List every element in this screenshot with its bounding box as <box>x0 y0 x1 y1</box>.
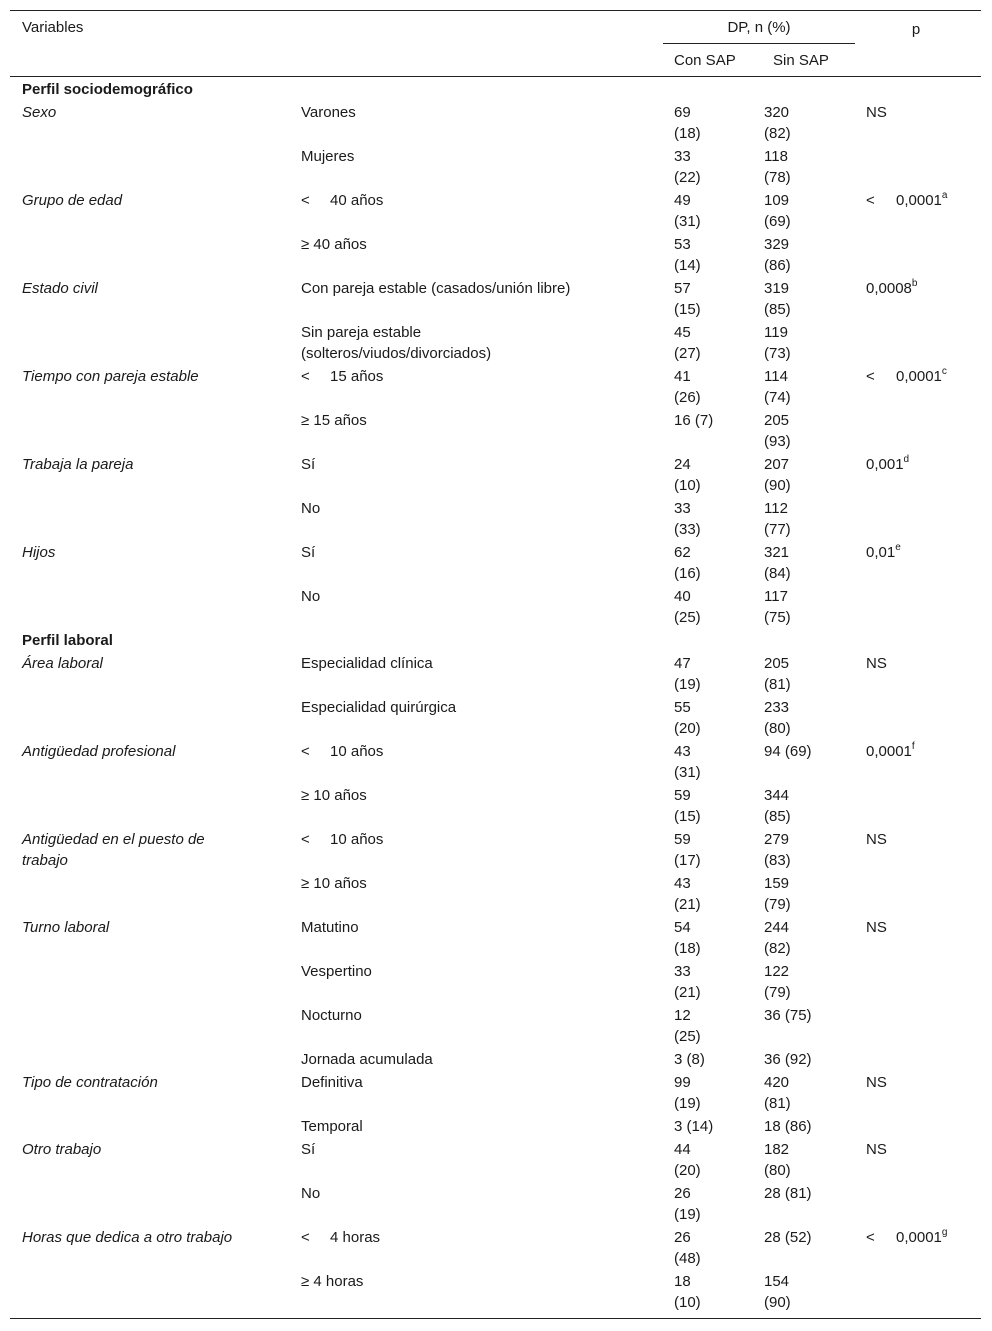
con-sap-value: 69 <box>674 104 691 121</box>
row-label: Matutino <box>301 919 359 936</box>
p-value: NS <box>866 1074 887 1091</box>
sin-sap-value: 114 <box>764 368 788 385</box>
sin-sap-value: 233 <box>764 699 790 716</box>
con-sap-value: 12 <box>674 1007 691 1024</box>
sin-sap-value: (74) <box>764 389 791 406</box>
row-label: ≥ 4 horas <box>301 1273 364 1290</box>
comparator-symbol: < <box>301 831 310 848</box>
con-sap-value: 47 <box>674 655 691 672</box>
row-label: ≥ 40 años <box>301 236 367 253</box>
con-sap-value: (48) <box>674 1250 701 1267</box>
con-sap-value: (25) <box>674 609 701 626</box>
con-sap-value: (31) <box>674 764 701 781</box>
variable-name: Estado civil <box>22 280 98 297</box>
row-label: ≥ 15 años <box>301 412 367 429</box>
con-sap-value: (18) <box>674 940 701 957</box>
sin-sap-value: (69) <box>764 213 791 230</box>
variable-name: Horas que dedica a otro trabajo <box>22 1229 233 1246</box>
sin-sap-value: 319 <box>764 280 790 297</box>
sin-sap-value: (81) <box>764 676 791 693</box>
p-value: NS <box>866 655 887 672</box>
con-sap-value: 55 <box>674 699 691 716</box>
con-sap-value: 59 <box>674 831 691 848</box>
con-sap-value: (22) <box>674 169 701 186</box>
sin-sap-value: 159 <box>764 875 790 892</box>
section-title: Perfil laboral <box>22 632 113 649</box>
con-sap-value: 49 <box>674 192 691 209</box>
sin-sap-value: 119 <box>764 324 788 341</box>
header-sin-sap: Sin SAP <box>773 52 829 69</box>
sin-sap-value: 36 (75) <box>764 1007 812 1024</box>
p-value: 0,0001$^c$ <box>896 366 947 385</box>
con-sap-value: 99 <box>674 1074 691 1091</box>
con-sap-value: 3 (14) <box>674 1118 714 1135</box>
con-sap-value: 43 <box>674 743 691 760</box>
row-label: (solteros/viudos/divorciados) <box>301 345 492 362</box>
con-sap-value: (10) <box>674 1294 701 1311</box>
sin-sap-value: 28 (81) <box>764 1185 812 1202</box>
con-sap-value: 53 <box>674 236 691 253</box>
p-value: 0,0001$^a$ <box>896 190 948 209</box>
sin-sap-value: 344 <box>764 787 790 804</box>
comparator-symbol: < <box>301 1229 310 1246</box>
sin-sap-value: 244 <box>764 919 790 936</box>
sin-sap-value: (85) <box>764 301 791 318</box>
con-sap-value: (19) <box>674 1206 701 1223</box>
sin-sap-value: (79) <box>764 984 791 1001</box>
sin-sap-value: (79) <box>764 896 791 913</box>
con-sap-value: 41 <box>674 368 691 385</box>
header-group: DP, n (%) <box>727 19 791 36</box>
sin-sap-value: 205 <box>764 655 790 672</box>
row-label: Mujeres <box>301 148 355 165</box>
sin-sap-value: 118 <box>764 148 788 165</box>
con-sap-value: (21) <box>674 984 701 1001</box>
row-label: Nocturno <box>301 1007 362 1024</box>
con-sap-value: (26) <box>674 389 701 406</box>
con-sap-value: 44 <box>674 1141 691 1158</box>
row-label: ≥ 10 años <box>301 875 367 892</box>
con-sap-value: 26 <box>674 1185 691 1202</box>
con-sap-value: (27) <box>674 345 701 362</box>
row-label: 4 horas <box>330 1229 381 1246</box>
con-sap-value: 33 <box>674 963 691 980</box>
section-title: Perfil sociodemográfico <box>22 81 193 98</box>
sin-sap-value: 36 (92) <box>764 1051 812 1068</box>
con-sap-value: (17) <box>674 852 701 869</box>
p-value: NS <box>866 1141 887 1158</box>
comparator-symbol: < <box>301 192 310 209</box>
con-sap-value: (16) <box>674 565 701 582</box>
con-sap-value: (15) <box>674 808 701 825</box>
p-value: 0,0008$^b$ <box>866 278 918 297</box>
row-label: Vespertino <box>301 963 372 980</box>
sin-sap-value: (90) <box>764 1294 791 1311</box>
row-label: 40 años <box>330 192 384 209</box>
variable-name: Hijos <box>22 544 56 561</box>
sin-sap-value: 279 <box>764 831 790 848</box>
con-sap-value: 40 <box>674 588 691 605</box>
p-value: 0,01e <box>866 542 901 561</box>
sin-sap-value: 329 <box>764 236 790 253</box>
con-sap-value: 3 (8) <box>674 1051 705 1068</box>
header-group-rule <box>663 43 855 44</box>
row-label: Especialidad quirúrgica <box>301 699 457 716</box>
sin-sap-value: (86) <box>764 257 791 274</box>
sin-sap-value: (82) <box>764 125 791 142</box>
row-label: ≥ 10 años <box>301 787 367 804</box>
sin-sap-value: (80) <box>764 720 791 737</box>
sin-sap-value: 205 <box>764 412 790 429</box>
sin-sap-value: 122 <box>764 963 790 980</box>
p-value: 0,0001$^f$ <box>866 741 915 760</box>
con-sap-value: 57 <box>674 280 691 297</box>
row-label: No <box>301 500 321 517</box>
p-comparator: < <box>866 1229 875 1246</box>
variable-name: Otro trabajo <box>22 1141 102 1158</box>
sin-sap-value: (75) <box>764 609 791 626</box>
row-label: Sí <box>301 1141 316 1158</box>
variable-name: trabajo <box>22 852 68 869</box>
con-sap-value: (25) <box>674 1028 701 1045</box>
variable-name: Sexo <box>22 104 57 121</box>
con-sap-value: 24 <box>674 456 691 473</box>
sin-sap-value: (78) <box>764 169 791 186</box>
con-sap-value: (14) <box>674 257 701 274</box>
con-sap-value: 33 <box>674 500 691 517</box>
con-sap-value: 43 <box>674 875 691 892</box>
p-value: 0,001$^d$ <box>866 454 910 473</box>
row-label: Sí <box>301 544 316 561</box>
table-frame <box>10 10 981 1319</box>
variable-name: Antigüedad profesional <box>22 743 176 760</box>
variable-name: Área laboral <box>22 655 103 672</box>
sin-sap-value: 112 <box>764 500 788 517</box>
row-label: No <box>301 1185 321 1202</box>
con-sap-value: 18 <box>674 1273 691 1290</box>
row-label: Especialidad clínica <box>301 655 433 672</box>
con-sap-value: 33 <box>674 148 691 165</box>
p-value: 0,0001$^g$ <box>896 1227 948 1246</box>
comparator-symbol: < <box>301 743 310 760</box>
con-sap-value: (10) <box>674 477 701 494</box>
con-sap-value: (19) <box>674 676 701 693</box>
row-label: No <box>301 588 321 605</box>
sin-sap-value: (77) <box>764 521 791 538</box>
row-label: 10 años <box>330 743 384 760</box>
con-sap-value: 62 <box>674 544 691 561</box>
variable-name: Tiempo con pareja estable <box>22 368 199 385</box>
sin-sap-value: 154 <box>764 1273 790 1290</box>
p-value: NS <box>866 104 887 121</box>
sin-sap-value: (85) <box>764 808 791 825</box>
con-sap-value: 26 <box>674 1229 691 1246</box>
con-sap-value: (33) <box>674 521 701 538</box>
variable-name: Grupo de edad <box>22 192 123 209</box>
row-label: Temporal <box>301 1118 363 1135</box>
sin-sap-value: (90) <box>764 477 791 494</box>
con-sap-value: (21) <box>674 896 701 913</box>
footnote-marker: f <box>911 741 915 752</box>
p-comparator: < <box>866 368 875 385</box>
header-p: p <box>911 21 921 38</box>
row-label: 10 años <box>330 831 384 848</box>
sin-sap-value: (83) <box>764 852 791 869</box>
p-comparator: < <box>866 192 875 209</box>
footnote-marker: b <box>911 278 918 289</box>
sin-sap-value: 18 (86) <box>764 1118 812 1135</box>
sin-sap-value: 28 (52) <box>764 1229 812 1246</box>
con-sap-value: 16 (7) <box>674 412 714 429</box>
footnote-marker: d <box>903 454 910 465</box>
variable-name: Turno laboral <box>22 919 110 936</box>
header-rule <box>10 76 981 77</box>
con-sap-value: 59 <box>674 787 691 804</box>
footnote-marker: g <box>941 1227 948 1238</box>
sin-sap-value: (73) <box>764 345 791 362</box>
sin-sap-value: (80) <box>764 1162 791 1179</box>
comparator-symbol: < <box>301 368 310 385</box>
row-label: Sin pareja estable <box>301 324 422 341</box>
sin-sap-value: 117 <box>764 588 788 605</box>
sin-sap-value: 182 <box>764 1141 790 1158</box>
sin-sap-value: (82) <box>764 940 791 957</box>
row-label: Varones <box>301 104 356 121</box>
row-label: Con pareja estable (casados/unión libre) <box>301 280 571 297</box>
sin-sap-value: (81) <box>764 1095 791 1112</box>
sin-sap-value: (84) <box>764 565 791 582</box>
sin-sap-value: 109 <box>764 192 790 209</box>
sin-sap-value: 321 <box>764 544 790 561</box>
footnote-marker: e <box>895 542 901 553</box>
con-sap-value: (15) <box>674 301 701 318</box>
row-label: Sí <box>301 456 316 473</box>
p-value: NS <box>866 919 887 936</box>
row-label: Definitiva <box>301 1074 363 1091</box>
sin-sap-value: 320 <box>764 104 790 121</box>
variable-name: Antigüedad en el puesto de <box>22 831 205 848</box>
con-sap-value: 45 <box>674 324 691 341</box>
variable-name: Trabaja la pareja <box>22 456 134 473</box>
header-con-sap: Con SAP <box>674 52 736 69</box>
con-sap-value: (20) <box>674 720 701 737</box>
row-label: 15 años <box>330 368 384 385</box>
con-sap-value: 54 <box>674 919 691 936</box>
sin-sap-value: (93) <box>764 433 791 450</box>
p-value: NS <box>866 831 887 848</box>
sin-sap-value: 207 <box>764 456 790 473</box>
con-sap-value: (20) <box>674 1162 701 1179</box>
footnote-marker: a <box>941 190 948 201</box>
row-label: Jornada acumulada <box>301 1051 433 1068</box>
header-variables: Variables <box>22 19 84 36</box>
con-sap-value: (18) <box>674 125 701 142</box>
sin-sap-value: 420 <box>764 1074 790 1091</box>
variable-name: Tipo de contratación <box>22 1074 158 1091</box>
con-sap-value: (31) <box>674 213 701 230</box>
con-sap-value: (19) <box>674 1095 701 1112</box>
footnote-marker: c <box>941 366 947 377</box>
sin-sap-value: 94 (69) <box>764 743 812 760</box>
